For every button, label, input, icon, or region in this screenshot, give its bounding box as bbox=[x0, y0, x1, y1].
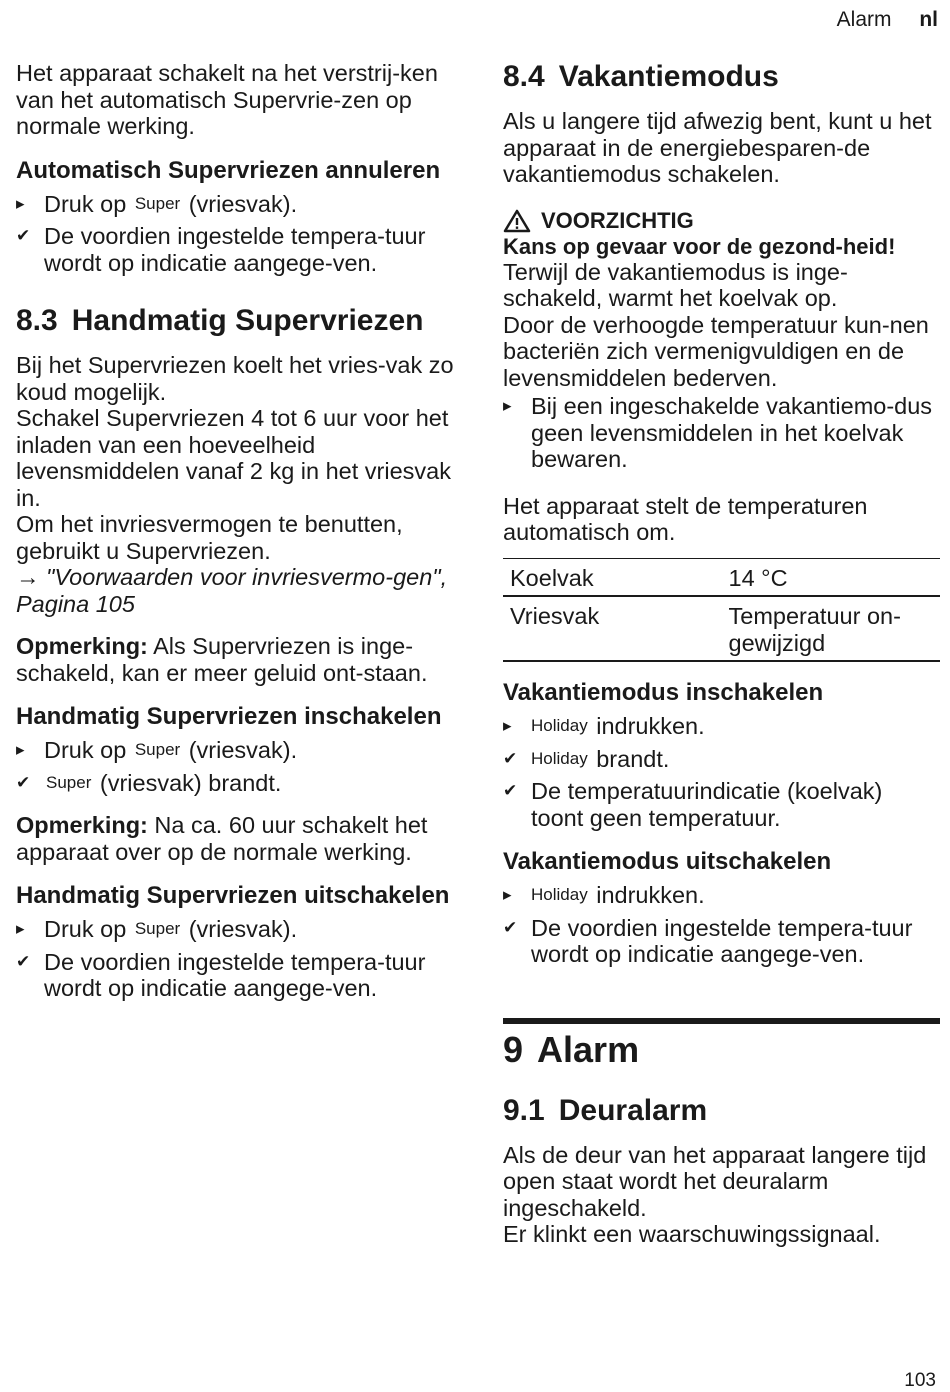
holiday-button-label: Holiday bbox=[531, 885, 588, 904]
page-header bbox=[837, 8, 938, 32]
holiday-button-label: Holiday bbox=[531, 716, 588, 735]
section-9-1-heading: 9.1 Deuralarm bbox=[503, 1093, 708, 1127]
checkmark-icon: ✔ bbox=[16, 951, 31, 971]
step-item: ▸ Holiday indrukken. bbox=[503, 713, 705, 739]
triangle-right-icon: ▸ bbox=[503, 396, 512, 415]
arrow-right-icon: → bbox=[16, 564, 40, 590]
paragraph: Terwijl de vakantiemodus is inge-schakeld, warmt het koelvak op. bbox=[503, 258, 848, 311]
holiday-on-heading: Vakantiemodus inschakelen bbox=[503, 679, 824, 706]
step-item: ▸ Holiday indrukken. bbox=[503, 882, 705, 908]
checkmark-icon: ✔ bbox=[16, 226, 31, 245]
cross-reference-link[interactable]: → "Voorwaarden voor invriesvermo-gen", Pagina 105 bbox=[16, 564, 448, 617]
warning-triangle-icon bbox=[503, 209, 531, 233]
checkmark-icon: ✔ bbox=[503, 748, 518, 768]
note: Opmerking: Na ca. 60 uur schakelt het apparaat over op de normale werking. bbox=[16, 812, 428, 865]
note: Opmerking: Als Supervriezen is inge-schakeld, kan er meer geluid ont-staan. bbox=[16, 633, 428, 686]
super-button-label: Super bbox=[134, 193, 181, 213]
table-row: Vriesvak Temperatuur on-gewijzigd bbox=[503, 596, 940, 661]
page-number: 103 bbox=[904, 1370, 936, 1391]
temperature-table bbox=[503, 558, 940, 663]
paragraph: Als u langere tijd afwezig bent, kunt u het apparaat in de energiebesparen-de vakantiemodus schakelen. bbox=[503, 108, 932, 187]
table-row: Koelvak 14 °C bbox=[503, 558, 940, 596]
triangle-right-icon: ▸ bbox=[16, 740, 25, 759]
result-item: ✔ De voordien ingestelde tempera-tuur wordt op indicatie aangege-ven. bbox=[16, 223, 426, 276]
paragraph: Als de deur van het apparaat langere tijd open staat wordt het deuralarm ingeschakeld. bbox=[503, 1141, 927, 1221]
paragraph: Er klinkt een waarschuwingssignaal. bbox=[503, 1221, 881, 1247]
result-item: ✔ Super (vriesvak) brandt. bbox=[16, 769, 282, 796]
manual-off-heading: Handmatig Supervriezen uitschakelen bbox=[16, 882, 450, 909]
step-item: ▸ Druk op Super (vriesvak). bbox=[16, 190, 298, 217]
step-item: ▸ Bij een ingeschakelde vakantiemo-dus geen levensmiddelen in het koelvak bewaren. bbox=[503, 393, 933, 472]
section-8-4-heading: 8.4 Vakantiemodus bbox=[503, 60, 779, 93]
super-button-label: Super bbox=[134, 919, 181, 938]
paragraph: Bij het Supervriezen koelt het vries-vak zo koud mogelijk. bbox=[16, 352, 454, 405]
paragraph: Door de verhoogde temperatuur kun-nen bacteriën zich vermenigvuldigen en de levensmiddelen bederven. bbox=[503, 311, 929, 391]
auto-cancel-heading: Automatisch Supervriezen annuleren bbox=[16, 156, 441, 184]
holiday-off-heading: Vakantiemodus uitschakelen bbox=[503, 848, 832, 875]
checkmark-icon: ✔ bbox=[503, 917, 518, 937]
result-item: ✔ Holiday brandt. bbox=[503, 745, 670, 772]
super-button-label: Super bbox=[46, 772, 92, 792]
triangle-right-icon: ▸ bbox=[16, 919, 25, 938]
caution-box bbox=[503, 208, 940, 473]
result-item: ✔ De temperatuurindicatie (koelvak) toont geen temperatuur. bbox=[503, 778, 883, 831]
header-language: nl bbox=[919, 8, 938, 31]
triangle-right-icon: ▸ bbox=[503, 885, 512, 904]
holiday-button-label: Holiday bbox=[531, 748, 588, 768]
paragraph: Schakel Supervriezen 4 tot 6 uur voor het inladen van een hoeveelheid levensmiddelen vanaf 2 kg in het vriesvak in. bbox=[16, 405, 451, 511]
chapter-rule bbox=[503, 1018, 940, 1070]
caution-label: VOORZICHTIG bbox=[541, 207, 694, 233]
intro-paragraph: Het apparaat schakelt na het verstrij-ken van het automatisch Supervrie-zen op normale werking. bbox=[16, 60, 438, 139]
triangle-right-icon: ▸ bbox=[16, 193, 25, 213]
super-button-label: Super bbox=[134, 740, 181, 759]
paragraph: Om het invriesvermogen te benutten, gebruikt u Supervriezen. bbox=[16, 511, 403, 564]
chapter-9-heading: 9 Alarm bbox=[503, 1028, 640, 1070]
caution-risk: Kans op gevaar voor de gezond-heid! bbox=[503, 233, 896, 259]
checkmark-icon: ✔ bbox=[16, 772, 31, 792]
result-item: ✔ De voordien ingestelde tempera-tuur wordt op indicatie aangege-ven. bbox=[16, 948, 426, 1001]
header-section: Alarm bbox=[836, 8, 892, 31]
result-item: ✔ De voordien ingestelde tempera-tuur wordt op indicatie aangege-ven. bbox=[503, 914, 913, 967]
right-column bbox=[503, 60, 940, 1248]
checkmark-icon: ✔ bbox=[503, 781, 518, 800]
manual-on-heading: Handmatig Supervriezen inschakelen bbox=[16, 703, 442, 730]
step-item: ▸ Druk op Super (vriesvak). bbox=[16, 737, 298, 763]
left-column bbox=[16, 60, 456, 1002]
section-8-3-heading: 8.3 Handmatig Supervriezen bbox=[16, 304, 424, 337]
paragraph: Het apparaat stelt de temperaturen automatisch om. bbox=[503, 492, 868, 545]
triangle-right-icon: ▸ bbox=[503, 716, 512, 735]
step-item: ▸ Druk op Super (vriesvak). bbox=[16, 916, 298, 942]
